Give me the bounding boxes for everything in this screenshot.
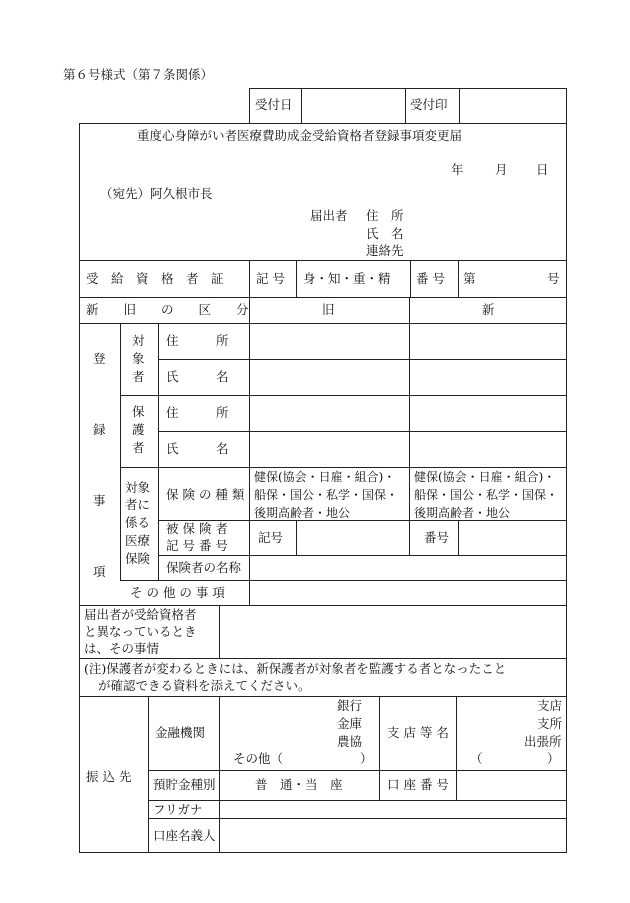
line (79, 605, 567, 606)
reg-label-3: 事 (93, 493, 106, 508)
line (405, 88, 406, 123)
insurance-label-1: 対象 (125, 480, 151, 495)
insurance-type-old-2: 船保・国公・私学・国保・ (254, 488, 399, 502)
guardian-address-label: 住 所 (166, 405, 229, 420)
branch-label: 支 店 等 名 (387, 725, 449, 740)
date-day: 日 (536, 162, 549, 177)
line (158, 555, 567, 556)
line (120, 467, 567, 468)
subject-label-3: 者 (132, 369, 145, 384)
branch-type-1: 支店 (537, 698, 563, 713)
insured-label-1: 被 保 険 者 (166, 521, 228, 536)
insurance-label-2: 者に (125, 497, 151, 512)
form-title: 重度心身障がい者医療費助成金受給資格者登録事項変更届 (137, 128, 463, 143)
deposit-type-label: 預貯金種別 (153, 777, 216, 792)
bank-type-other: その他（ (233, 751, 284, 766)
line (120, 580, 567, 581)
oldnew-label: 新 旧 の 区 分 (86, 302, 249, 317)
branch-open: （ (470, 751, 483, 766)
line (79, 658, 567, 659)
account-holder-label: 口座名義人 (153, 828, 216, 843)
financial-institution-label: 金融機関 (155, 725, 206, 740)
bank-type-3: 農協 (337, 734, 363, 749)
reason-label-1: 届出者が受給資格者 (84, 607, 197, 622)
reason-label-2: と異なっているとき (84, 624, 197, 639)
line (249, 297, 250, 605)
insurer-name-label: 保険者の名称 (166, 560, 242, 575)
form-number: 第６号様式（第７条関係） (63, 67, 214, 82)
line (458, 520, 459, 555)
reg-label-2: 録 (93, 422, 106, 437)
line (249, 88, 567, 89)
bank-type-other-close: ） (360, 751, 373, 766)
guardian-name-label: 氏 名 (166, 441, 229, 456)
line (158, 359, 567, 360)
line (459, 88, 460, 123)
insurance-type-old-1: 健保(協会・日雇・組合)・ (254, 470, 396, 484)
insurance-type-old-3: 後期高齢者・地公 (254, 506, 351, 520)
line (410, 260, 411, 297)
branch-close: ） (547, 751, 560, 766)
insurance-type-label: 保 険 の 種 類 (166, 487, 245, 502)
addressee: （宛先）阿久根市長 (100, 186, 213, 201)
line (249, 88, 250, 123)
reg-label-4: 項 (93, 564, 106, 579)
certificate-symbol-label: 記 号 (256, 271, 285, 286)
line (158, 431, 567, 432)
subject-address-label: 住 所 (166, 333, 229, 348)
certificate-number-prefix: 第 (463, 271, 476, 286)
guardian-label-2: 護 (132, 422, 145, 437)
line (79, 297, 567, 298)
subject-label-1: 対 (132, 333, 145, 348)
insurance-type-new-3: 後期高齢者・地公 (414, 506, 511, 520)
line (409, 297, 410, 555)
guardian-label-1: 保 (132, 404, 145, 419)
line (148, 818, 567, 819)
date-month: 月 (495, 162, 508, 177)
applicant-label: 届出者 (310, 208, 348, 223)
applicant-address-label: 住 所 (366, 208, 404, 223)
subject-label-2: 象 (132, 351, 145, 366)
bank-type-1: 銀行 (337, 698, 363, 713)
certificate-symbol-value: 身・知・重・精 (303, 271, 391, 286)
line (79, 696, 567, 697)
line (148, 800, 567, 801)
frame-top (79, 123, 567, 124)
frame-bottom (79, 852, 567, 853)
applicant-contact-label: 連絡先 (366, 243, 404, 258)
deposit-type-value: 普 通・当 座 (255, 777, 343, 792)
insurance-label-4: 医療 (125, 533, 151, 548)
insurance-type-new-2: 船保・国公・私学・国保・ (414, 488, 559, 502)
line (120, 395, 567, 396)
line (458, 260, 459, 297)
branch-type-3: 出張所 (524, 734, 562, 749)
applicant-name-label: 氏 名 (366, 226, 404, 241)
line (148, 770, 567, 771)
line (456, 696, 457, 800)
note-line-1: (注)保護者が変わるときには、新保護者が対象者を監護する者となったこと (84, 661, 507, 676)
account-number-label: 口 座 番 号 (387, 777, 449, 792)
date-year: 年 (451, 162, 464, 177)
insurance-label-5: 保険 (125, 551, 151, 566)
other-matters-label: そ の 他 の 事 項 (130, 585, 225, 600)
new-header: 新 (482, 302, 495, 317)
line (219, 605, 220, 658)
line (79, 323, 567, 324)
line (219, 696, 220, 853)
certificate-number-label: 番 号 (416, 271, 445, 286)
insured-symbol-label: 記号 (258, 530, 284, 545)
old-header: 旧 (322, 302, 335, 317)
insured-label-2: 記 号 番 号 (166, 538, 228, 553)
line (296, 520, 297, 555)
insured-number-label: 番号 (424, 530, 450, 545)
received-seal-label: 受付印 (410, 97, 448, 112)
line (158, 323, 159, 580)
insurance-label-3: 係る (125, 515, 151, 530)
note-line-2: が確認できる資料を添えてください。 (98, 678, 311, 693)
guardian-label-3: 者 (132, 440, 145, 455)
reg-label-1: 登 (93, 351, 106, 366)
line (301, 88, 302, 123)
certificate-number-suffix: 号 (547, 271, 560, 286)
insurance-type-new-1: 健保(協会・日雇・組合)・ (414, 470, 556, 484)
branch-type-2: 支所 (537, 716, 563, 731)
received-date-label: 受付日 (255, 97, 293, 112)
line (249, 260, 250, 297)
certificate-label: 受 給 資 格 者 証 (86, 271, 224, 286)
frame-right (566, 88, 567, 853)
reason-label-3: は、その事情 (84, 641, 160, 656)
furigana-label: フリガナ (153, 802, 203, 817)
line (296, 260, 297, 297)
line (79, 260, 567, 261)
line (148, 696, 149, 853)
line (120, 323, 121, 580)
bank-transfer-label: 振 込 先 (86, 769, 132, 784)
bank-type-2: 金庫 (337, 716, 363, 731)
subject-name-label: 氏 名 (166, 369, 229, 384)
line (379, 696, 380, 800)
frame-left (79, 123, 80, 853)
